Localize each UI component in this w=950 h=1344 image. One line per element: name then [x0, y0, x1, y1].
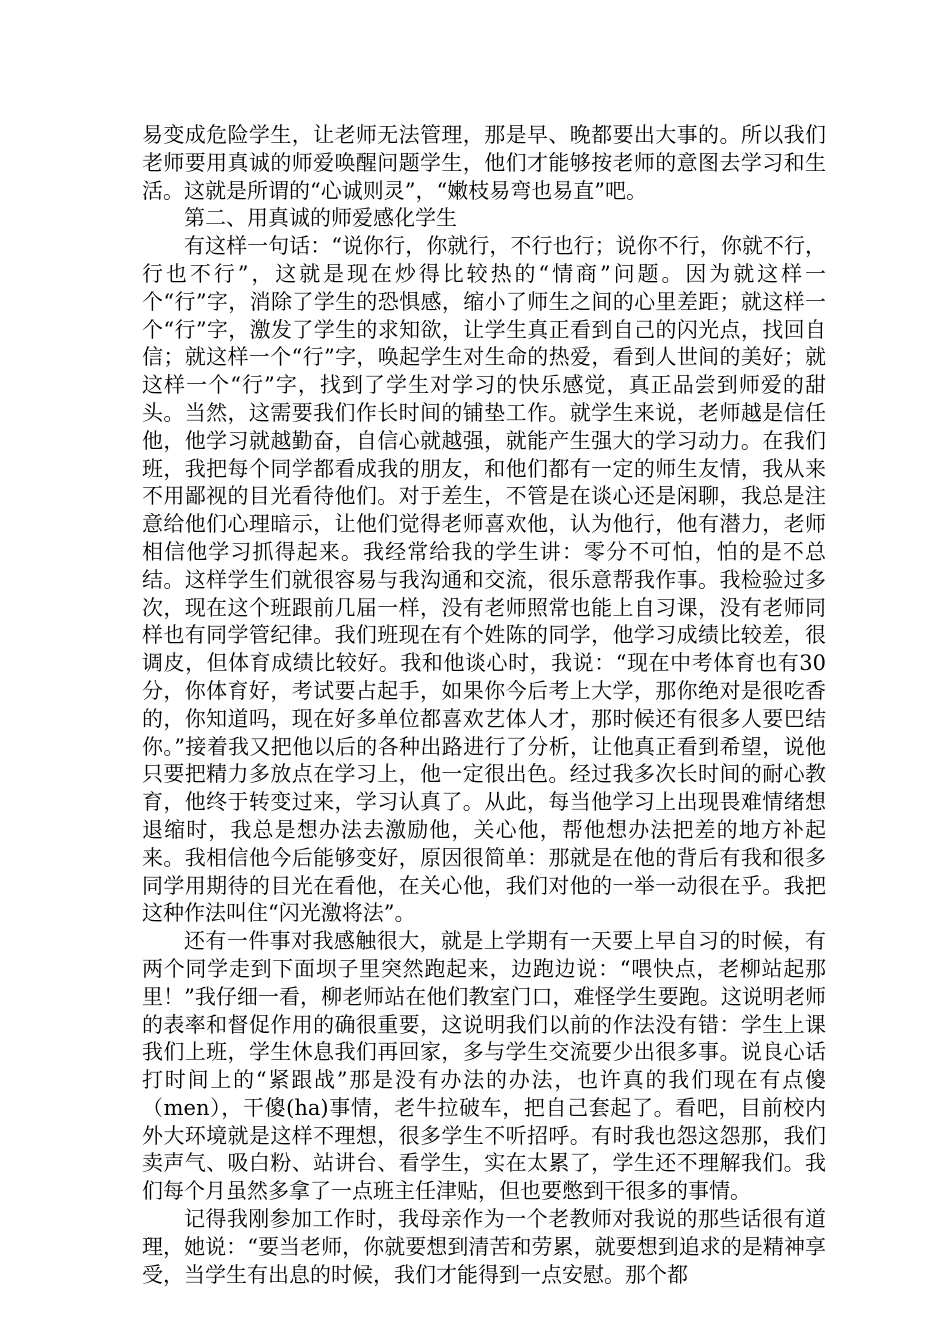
- paragraph-body-1: 有这样一句话：“说你行，你就行，不行也行；说你不行，你就不行，行也不行”，这就是现在炒得比较热的“情商”问题。因为就这样一个“行”字，消除了学生的恐惧感，缩小了师生之间的心里差距；就这样一个“行”字，激发了学生的求知欲，让学生真正看到自己的闪光点，找回自信；就这样一个“行”字，唤起学生对生命的热爱，看到人世间的美好；就这样一个“行”字，找到了学生对学习的快乐感觉，真正品尝到师爱的甜头。当然，这需要我们作长时间的铺垫工作。就学生来说，老师越是信任他，他学习就越勤奋，自信心就越强，就能产生强大的学习动力。在我们班，我把每个同学都看成我的朋友，和他们都有一定的师生友情，我从来不用鄙视的目光看待他们。对于差生，不管是在谈心还是闲聊，我总是注意给他们心理暗示，让他们觉得老师喜欢他，认为他行，他有潜力，老师相信他学习抓得起来。我经常给我的学生讲：零分不可怕，怕的是不总结。这样学生们就很容易与我沟通和交流，很乐意帮我作事。我检验过多次，现在这个班跟前几届一样，没有老师照常也能上自习课，没有老师同样也有同学管纪律。我们班现在有个姓陈的同学，他学习成绩比较差，很调皮，但体育成绩比较好。我和他谈心时，我说：“现在中考体育也有30分，你体育好，考试要占起手，如果你今后考上大学，那你绝对是很吃香的，你知道吗，现在好多单位都喜欢艺体人才，那时候还有很多人要巴结你。”接着我又把他以后的各种出路进行了分析，让他真正看到希望，说他只要把精力多放点在学习上，他一定很出色。经过我多次长时间的耐心教育，他终于转变过来，学习认真了。从此，每当他学习上出现畏难情绪想退缩时，我总是想办法去激励他，关心他，帮他想办法把差的地方补起来。我相信他今后能够变好，原因很简单：那就是在他的背后有我和很多同学用期待的目光在看他，在关心他，我们对他的一举一动很在乎。我把这种作法叫住“闪光激将法”。: [142, 234, 826, 926]
- paragraph-body-3: 记得我刚参加工作时，我母亲作为一个老教师对我说的那些话很有道理，她说：“要当老师，你就要想到清苦和劳累，就要想到追求的是精神享受，当学生有出息的时候，我们才能得到一点安慰。那个都: [142, 1207, 826, 1287]
- section-heading: 第二、用真诚的师爱感化学生: [184, 206, 457, 231]
- paragraph-body-2: 还有一件事对我感触很大，就是上学期有一天要上早自习的时候，有两个同学走到下面坝子里突然跑起来，边跑边说：“喂快点，老柳站起那里！”我仔细一看，柳老师站在他们教室门口，难怪学生要跑。这说明老师的表率和督促作用的确很重要，这说明我们以前的作法没有错：学生上课我们上班，学生休息我们再回家，多与学生交流要少出很多事。说良心话打时间上的“紧跟战”那是没有办法的办法，也许真的我们现在有点傻（men），干傻(ha)事情，老牛拉破车，把自己套起了。看吧，目前校内外大环境就是这样不理想，很多学生不听招呼。有时我也怨这怨那，我们卖声气、吸白粉、站讲台、看学生，实在太累了，学生还不理解我们。我们每个月虽然多拿了一点班主任津贴，但也要憋到干很多的事情。: [142, 929, 826, 1204]
- paragraph-continuation: 易变成危险学生，让老师无法管理，那是早、晚都要出大事的。所以我们老师要用真诚的师爱唤醒问题学生，他们才能够按老师的意图去学习和生活。这就是所谓的“心诚则灵”，“嫩枝易弯也易直”吧。: [142, 123, 826, 203]
- document-page: [142, 122, 826, 1289]
